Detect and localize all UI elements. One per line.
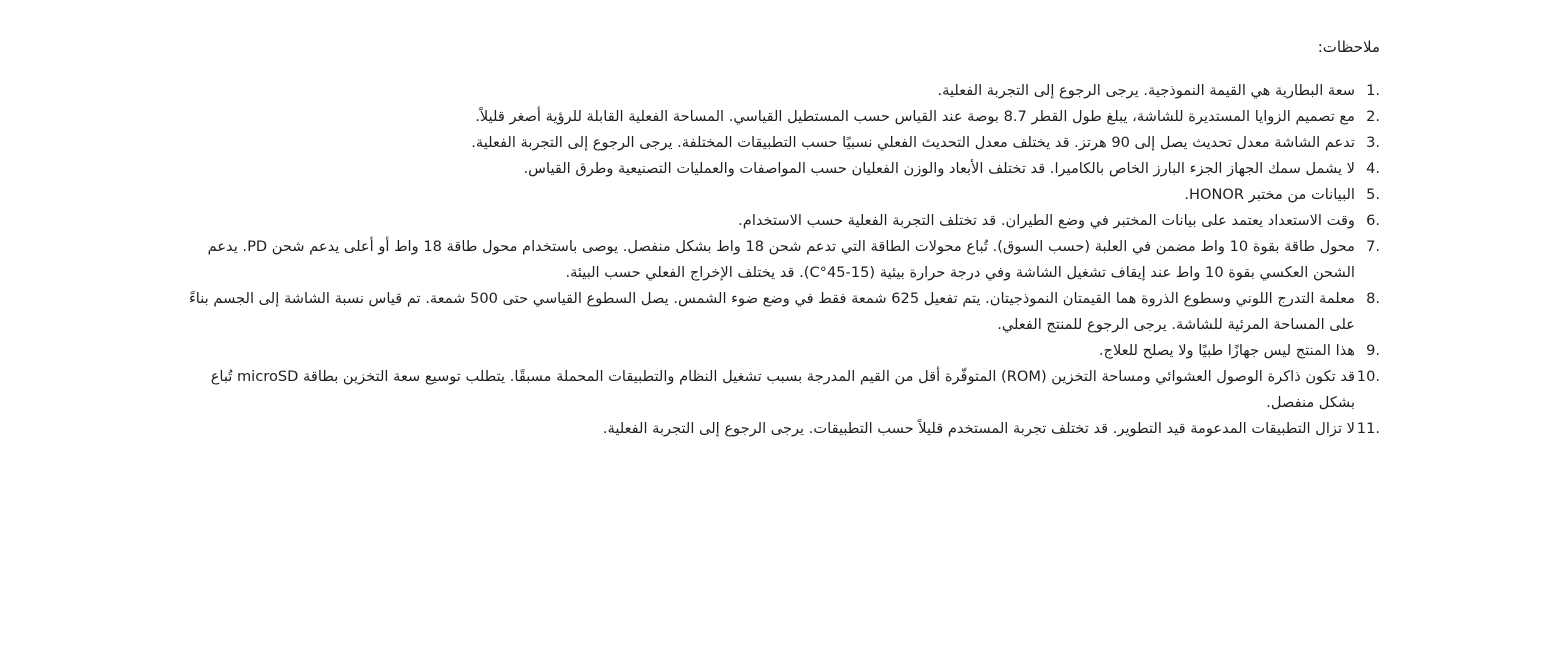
- note-item-5: [185, 182, 1380, 208]
- note-text: البيانات من مختبر HONOR.: [1184, 186, 1355, 203]
- note-number: 1.: [1366, 82, 1380, 99]
- note-item-10: [185, 364, 1380, 416]
- note-number: 10.: [1356, 368, 1380, 385]
- note-text: معلمة التدرج اللوني وسطوع الذروة هما القيمتان النموذجيتان. يتم تفعيل 625 شمعة فقط في وضع ضوء الشمس. يصل السطوع القياسي حتى 500 شمعة. تم قياس نسبة الشاشة إلى الجسم بناءً على المساحة المرئية للشاشة. يرجى الرجوع للمنتج الفعلي.: [188, 290, 1355, 333]
- note-item-2: [185, 104, 1380, 130]
- note-number: 9.: [1366, 342, 1380, 359]
- note-item-11: [185, 416, 1380, 442]
- note-item-1: [185, 78, 1380, 104]
- note-number: 6.: [1366, 212, 1380, 229]
- note-number: 3.: [1366, 134, 1380, 151]
- notes-list: [185, 78, 1380, 442]
- notes-title: ملاحظات:: [1317, 38, 1380, 56]
- note-text: سعة البطارية هي القيمة النموذجية. يرجى الرجوع إلى التجربة الفعلية.: [937, 82, 1355, 99]
- note-text: وقت الاستعداد يعتمد على بيانات المختبر في وضع الطيران. قد تختلف التجربة الفعلية حسب الاستخدام.: [738, 212, 1355, 229]
- note-item-7: [185, 234, 1380, 286]
- note-number: 8.: [1366, 290, 1380, 307]
- note-item-4: [185, 156, 1380, 182]
- note-number: 7.: [1366, 238, 1380, 255]
- note-number: 11.: [1356, 420, 1380, 437]
- note-text: لا يشمل سمك الجهاز الجزء البارز الخاص بالكاميرا. قد تختلف الأبعاد والوزن الفعليان حسب المواصفات والعمليات التصنيعية وطرق القياس.: [523, 160, 1355, 177]
- note-text: لا تزال التطبيقات المدعومة قيد التطوير. قد تختلف تجربة المستخدم قليلاً حسب التطبيقات. يرجى الرجوع إلى التجربة الفعلية.: [602, 420, 1355, 437]
- note-item-6: [185, 208, 1380, 234]
- note-text: محول طاقة بقوة 10 واط مضمن في العلبة (حسب السوق). تُباع محولات الطاقة التي تدعم شحن 18 واط بشكل منفصل. يوصى باستخدام محول طاقة 18 واط أو أعلى يدعم شحن PD. يدعم الشحن العكسي بقوة 10 واط عند إيقاف تشغيل الشاشة وفي درجة حرارة بيئية (15-45°C). قد يختلف الإخراج الفعلي حسب البيئة.: [207, 238, 1355, 281]
- note-text: تدعم الشاشة معدل تحديث يصل إلى 90 هرتز. قد يختلف معدل التحديث الفعلي نسبيًا حسب التطبيقات المختلفة. يرجى الرجوع إلى التجربة الفعلية.: [471, 134, 1355, 151]
- note-text: مع تصميم الزوايا المستديرة للشاشة، يبلغ طول القطر 8.7 بوصة عند القياس حسب المستطيل القياسي. المساحة الفعلية القابلة للرؤية أصغر قليلاً.: [475, 108, 1355, 125]
- note-text: قد تكون ذاكرة الوصول العشوائي ومساحة التخزين (ROM) المتوفّرة أقل من القيم المدرجة بسبب تشغيل النظام والتطبيقات المحملة مسبقًا. يتطلب توسيع سعة التخزين بطاقة microSD تُباع بشكل منفصل.: [210, 368, 1355, 411]
- note-item-9: [185, 338, 1380, 364]
- note-text: هذا المنتج ليس جهازًا طبيًا ولا يصلح للعلاج.: [1098, 342, 1355, 359]
- note-number: 4.: [1366, 160, 1380, 177]
- note-item-8: [185, 286, 1380, 338]
- note-number: 2.: [1366, 108, 1380, 125]
- note-number: 5.: [1366, 186, 1380, 203]
- note-item-3: [185, 130, 1380, 156]
